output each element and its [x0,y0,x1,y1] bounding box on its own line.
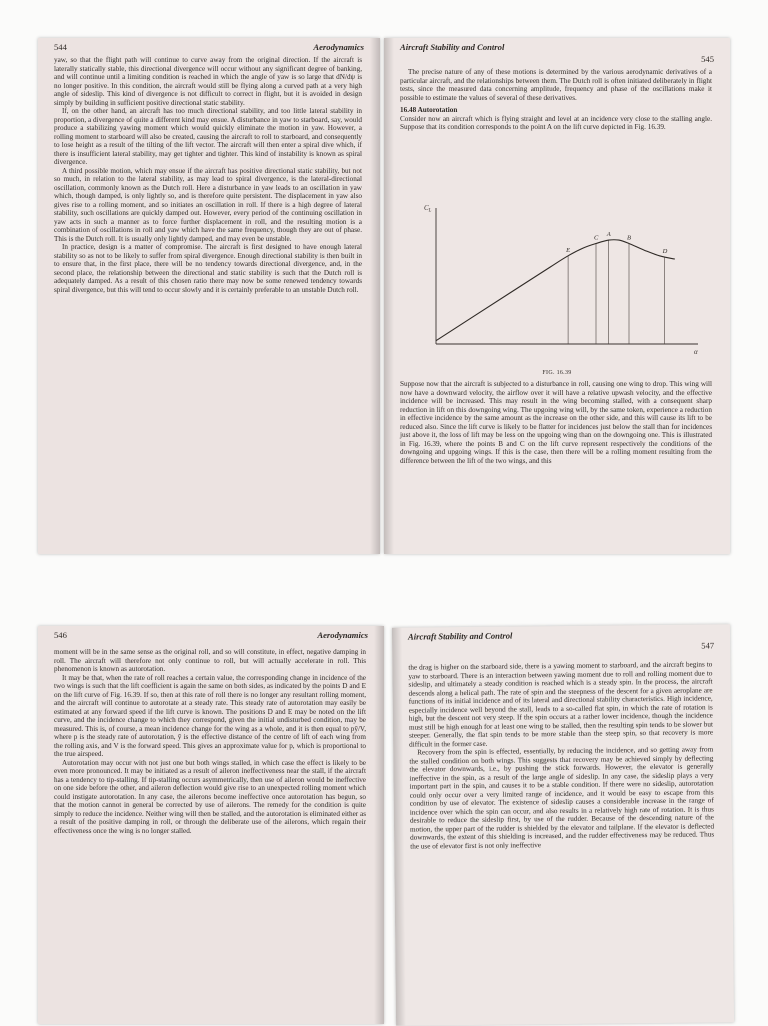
running-head: Aircraft Stability and Control [400,42,505,52]
page-number: 544 [54,42,67,52]
page-545 [384,38,730,554]
paragraph: moment will be in the same sense as the original roll, and so will constitute, in effect, negative damping in roll. The aircraft will therefore not only continue to roll, but will actually accelerate in roll. This phenomenon is known as autorotation. [54,648,366,674]
page-gutter-shadow [374,626,384,1024]
running-head: Aircraft Stability and Control [407,630,513,642]
y-axis-label: $C_L$ [424,204,432,214]
paragraph: Autorotation may occur with not just one but both wings stalled, in which case the effect is likely to be even more pronounced. It may be initiated as a result of aileron ineffectiveness near the stall, if the aircraft has a tendency to tip-stalling. If tip-stalling occurs asymmetrically, then use of aileron would be ineffective on one side before the other, and aileron deflection would give rise to an unexpected rolling moment which could instigate autorotation. In any case, the ailerons become ineffective once autorotation has begun, so that the motion cannot in general be corrected by use of ailerons. The remedy for the condition is quite simply to reduce the incidence. Neither wing will then be stalled, and the autorotation is eliminated either as a result of the positive damping in roll, or through the deliberate use of the ailerons, which regain their effectiveness once the wing is no longer stalled. [54,758,366,835]
paragraph: yaw, so that the flight path will continue to curve away from the original direction. If the aircraft is laterally statically stable, this directional divergence will occur without any significant degree of banking, and will continue until a limiting condition is reached in which the angle of yaw is so large that dN/dψ is no longer positive. In this condition, the aircraft would still be flying along a curved path at a very high angle of sideslip. This kind of divergence is not difficult to correct in flight, but it is avoided in design simply by building in sufficient positive directional static stability. [54,56,362,107]
paragraph: The precise nature of any of these motions is determined by the various aerodynamic derivatives of a particular aircraft, and the relationships between them. The Dutch roll is often initiated deliberately in flight tests, since the measured data concerning amplitude, frequency and phase of the oscillations make it possible to estimate the values of several of these derivatives. [400,68,712,102]
paragraph: Suppose now that the aircraft is subjected to a disturbance in roll, causing one wing to drop. This wing will now have a downward velocity, the airflow over it will have a relative upwash velocity, and the effective incidence will be increased. This may result in the wing becoming stalled, with a consequent sharp reduction in lift on this downgoing wing. The upgoing wing will, by the same token, experience a reduction in effective incidence by the same amount as the increase on the other side, and this will cause its lift to be reduced also. Since the lift curve is likely to be flatter for incidences just below the stall than for incidences just above it, the loss of lift may be less on the upgoing wing than on the downgoing one. This is illustrated in Fig. 16.39, where the points B and C on the lift curve represent respectively the conditions of the downgoing and upgoing wings. If this is the case, then there will be a rolling moment resulting from the difference between the lift of the two wings, and this [400,380,712,465]
paragraph: It may be that, when the rate of roll reaches a certain value, the corresponding change in incidence of the two wings is such that the lift coefficient is again the same on both sides, as indicated by the points D and E on the lift curve of Fig. 16.39. If so, then at this rate of roll there is no longer any resultant rolling moment, and the aircraft will continue to autorotate at a steady rate. This steady rate of autorotation may easily be estimated at any forward speed if the lift curve is known. The positions D and E may be noted on the lift curve, and the incidence change to which they correspond, given the initial undisturbed condition, may be measured. This is, of course, a mean incidence change for the wing as a whole, and it is then equal to pȳ/V, where p is the steady rate of autorotation, ȳ is the effective distance of the centre of lift of each wing from the rolling axis, and V is the forward speed. This gives an approximate value for p, which is proportional to the true airspeed. [54,673,366,759]
page-gutter-shadow [370,38,380,554]
page-546 [38,626,384,1024]
body-text [54,56,362,294]
page-544 [38,38,380,554]
page-gutter-shadow [392,628,406,1026]
x-axis-label: α [694,348,698,356]
paragraph: Recovery from the spin is effected, essentially, by reducing the incidence, and so getting away from the stalled condition on both wings. This suggests that recovery may be achieved simply by deflecting the elevator downwards, i.e., by pushing the stick forwards. However, the elevator is generally ineffective in the spin, as a result of the large angle of sideslip. In any case, the sideslip plays a very important part in the spin, and causes it to be a stable condition. If there were no sideslip, autorotation could only occur over a very limited range of incidence, and it would be easy to escape from this condition by use of elevator. The existence of sideslip causes a considerable increase in the range of incidence over which the spin can occur, and also results in a relatively high rate of rotation. It is thus desirable to reduce the sideslip first, by use of the rudder. Because of the descending nature of the motion, the upper part of the rudder is shielded by the elevator and tailplane. If the elevator is deflected downwards, the extent of this shielding is increased, and the rudder effectiveness may be reduced. Thus the use of elevator first is not only ineffective [409,745,715,851]
figure-caption: FIG. 16.39 [542,370,572,376]
paragraph: A third possible motion, which may ensue if the aircraft has positive directional static stability, but not so much, in relation to the lateral stability, as may lead to spiral divergence, is the lateral-directional oscillation, commonly known as the Dutch roll. Here a disturbance in yaw leads to an oscillation in yaw which, though damped, is only lightly so, and is therefore quite persistent. The displacement in yaw also gives rise to a rolling moment, and so initiates an oscillation in roll. If there is a high degree of lateral stability, such oscillations are quickly damped out. However, every period of the continuing oscillation in yaw acts in such a manner as to force further displacement in roll, and the resulting motion is a combination of oscillations in roll and yaw which have the same frequency, though they are out of phase. This is the Dutch roll. It is usually only lightly damped, and may even be unstable. [54,166,362,243]
point-b-label: B [627,234,631,242]
page-547 [392,624,734,1026]
point-c-label: C [594,234,599,242]
lift-curve-line [436,240,675,341]
page-number: 546 [54,630,67,640]
lift-curve-figure [414,198,704,368]
body-text [54,648,366,835]
page-number: 545 [701,54,714,64]
page-header [54,630,368,642]
body-text [400,68,712,132]
paragraph: the drag is higher on the starboard side, there is a yawing moment to starboard, and the aircraft begins to yaw to starboard. There is an interaction between yawing moment due to roll and rolling moment due to sideslip, and ultimately a steady condition is reached which is a steady spin. In the process, the aircraft descends along a helical path. The rate of spin and the steepness of the descent for a given aeroplane are functions of its initial incidence and of its lateral and directional stability characteristics. High incidence, especially incidence well beyond the stall, leads to a so-called flat spin, in which the rate of rotation is high, but the descent not very steep. If the spin occurs at a rather lower incidence, though the incidence must still be high enough for at least one wing to be stalled, then the resulting spin tends to be slower but steeper. Generally, the flat spin tends to be more stable than the steep spin, so that recovery is more difficult in the former case. [408,660,714,749]
page-header [407,628,715,651]
page-number: 547 [701,640,715,651]
page-gutter-shadow [384,38,394,554]
running-head: Aerodynamics [313,42,364,52]
body-text [400,380,712,465]
point-d-label: D [662,247,668,255]
body-text [408,660,714,851]
page-header [400,42,714,64]
point-a-label: A [606,231,611,239]
point-e-label: E [566,246,571,254]
paragraph: If, on the other hand, an aircraft has too much directional stability, and too little lateral stability in proportion, a divergence of quite a different kind may ensue. A disturbance in yaw to starboard, say, would produce a stabilizing yawing moment which would quickly eliminate the motion in yaw. However, a rolling moment to starboard will also be created, causing the aircraft to roll to starboard, and consequently to lose height as a result of the tilting of the lift vector. The aircraft will then enter a spiral dive which, if there is insufficient lateral stability, may get tighter and tighter. This kind of instability is known as spiral divergence. [54,107,362,167]
section-title: 16.48 Autorotation [400,106,458,115]
page-header [54,42,364,54]
paragraph: In practice, design is a matter of compromise. The aircraft is first designed to have enough lateral stability so as not to be likely to suffer from spiral divergence. Enough directional stability is then built in to ensure that, in the first place, there will be no tendency towards directional divergence, and, in the second place, the relationship between the directional and static stability is such that the Dutch roll is adequately damped. As a result of this chosen ratio there may now be some renewed tendency towards spiral divergence, but this will tend to occur slowly and it is certainly preferable to an unstable Dutch roll. [54,243,362,294]
running-head: Aerodynamics [317,630,368,640]
paragraph: Consider now an aircraft which is flying straight and level at an incidence very close to the stalling angle. Suppose that its condition corresponds to the point A on the lift curve depicted in Fig. 16.39. [400,114,712,132]
